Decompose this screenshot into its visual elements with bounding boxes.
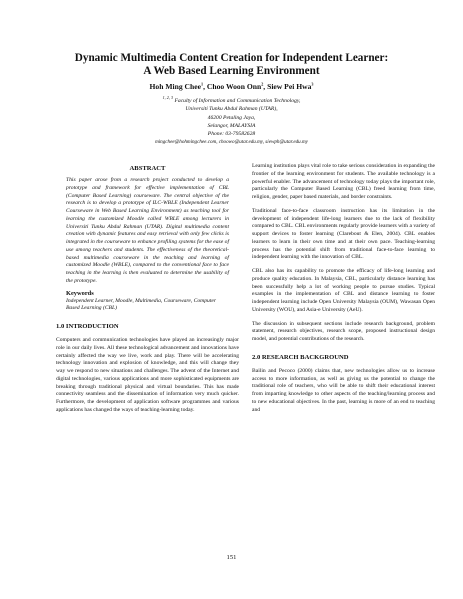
left-column	[56, 163, 239, 421]
affiliation-line: Phone: 03-79582628	[207, 131, 256, 138]
title-line-2: A Web Based Learning Environment	[143, 65, 320, 77]
author-emails: mingchee@hohmingchee.com, choowo@utar.edu.my, siewph@utar.edu.my	[155, 139, 308, 146]
body-paragraph: Learning institution plays vital role to take serious consideration in expanding the frontier of the learning environment for students. The available technology is a powerful enabler. The advancement of technology today plays the important role, particularly the Computer Based Learning (CBL) freed learning from time, religion, gender, paper based materials, and border constraints.	[252, 163, 435, 200]
affiliation-line: Selangor, MALAYSIA	[207, 122, 256, 129]
affiliation-line: Faculty of Information and Communication Technology,	[174, 98, 301, 104]
keywords-heading: Keywords	[66, 289, 94, 297]
body-paragraph: The discussion in subsequent sections include research background, problem statement, research objectives, research scope, proposed instructional design model, and potential contributions of the research.	[252, 320, 435, 342]
body-paragraph: CBL also has its capability to promote the efficacy of life-long learning and produce quality education. In Malaysia, CBL, particularly distance learning has been successfully help a lot of working people to pursue studies. Typical examples in the implementation of CBL and distance learning to foster independent learning include Open University Malaysia (OUM), Wawasan Open University (WOU), and Asia-e University (AeU).	[252, 268, 435, 313]
author-sup: 2	[261, 81, 264, 87]
author-sup: 1	[201, 81, 204, 87]
section-heading-research-background: 2.0 RESEARCH BACKGROUND	[252, 353, 349, 361]
keywords-text: Independent Learner, Moodle, Multimedia, Courseware, Computer Based Learning (CBL)	[66, 297, 217, 312]
body-paragraph: Computers and communication technologies have played an increasingly major role in our daily lives. All these technological advancement and innovations have certainly affected the way we live, work and play. There will be accelerating technology innovation and explosion of knowledge, and this will change they way we respond to new situations and challenges. The advent of the Internet and digital technologies, various applications and more sophisticated equipments are breaking through traditional physical and virtual boundaries. This has made connectivity seamless and the dissemination of information very much quicker. Furthermore, the development of application software programmes and various applications has changed the ways of teaching-learning today.	[56, 337, 239, 413]
body-paragraph: Traditional face-to-face classroom instruction has its limitation in the development of independent life-long learners due to the lack of flexibility compared to CBL. CBL environments regularly provide learners with a variety of support devices to foster learning (Clarebout & Elen, 2004). CBL enables learners to learn in their own time and at their own pace. Teaching-learning process has the potential shift from traditional face-to-face learning to independent learning with the innovation of CBL.	[252, 207, 435, 261]
body-paragraph: Bailin and Pecoco (2000) claims that, new technologies allow us to increase access to more information, as well as giving us the potential to change the traditional role of teachers, who will be able to shift their educational interest from imparting knowledge to other aspects of the teaching/learning process and to new educational objectives. In the past, learning is more of an end to teaching and	[252, 367, 435, 413]
right-column	[252, 163, 435, 420]
affiliation	[30, 97, 433, 147]
abstract-heading: ABSTRACT	[129, 165, 166, 172]
abstract-text: This paper arose from a research project conducted to develop a prototype and framework for effective implementation of CBL (Computer Based Learning) courseware. The central objective of the research is to develop a prototype of ILC-WBLE (Independent Learner Courseware in Web Based Learning Environment) as teaching tool for learning the customized Moodle called WBLE among lecturers in Universiti Tunku Abdul Rahman (UTAR). Digital multimedia content creation with dynamic features and easy retrieval with only few clicks is integrated in the courseware to enhance profiling systems for the ease of use among teachers and students. The effectiveness of the theoretical-based multimedia courseware in the teaching and learning of customized Moodle (WBLE), compared to the conventional face to face teaching in the learning is then evaluated to determine the usability of the prototype.	[66, 177, 229, 284]
paper-title	[30, 52, 433, 78]
author-name: Siew Pei Hwa	[267, 82, 312, 91]
affiliation-line: Universiti Tunku Abdul Rahman (UTAR),	[185, 106, 278, 113]
title-line-1: Dynamic Multimedia Content Creation for Independent Learner:	[74, 52, 389, 64]
affiliation-line: 46200 Petaling Jaya,	[207, 114, 256, 121]
page-number: 151	[226, 554, 237, 561]
author-name: Choo Woon Onn	[206, 82, 262, 91]
author-sup: 3	[311, 81, 314, 87]
section-heading-introduction: 1.0 INTRODUCTION	[56, 323, 119, 330]
author-name: Hoh Ming Chee	[149, 82, 201, 91]
affiliation-sup: 1, 2, 3	[162, 95, 174, 101]
author-list: Hoh Ming Chee$^1$, Choo Woon Onn$^2$, Siew Pei Hwa$^3$	[149, 81, 314, 91]
